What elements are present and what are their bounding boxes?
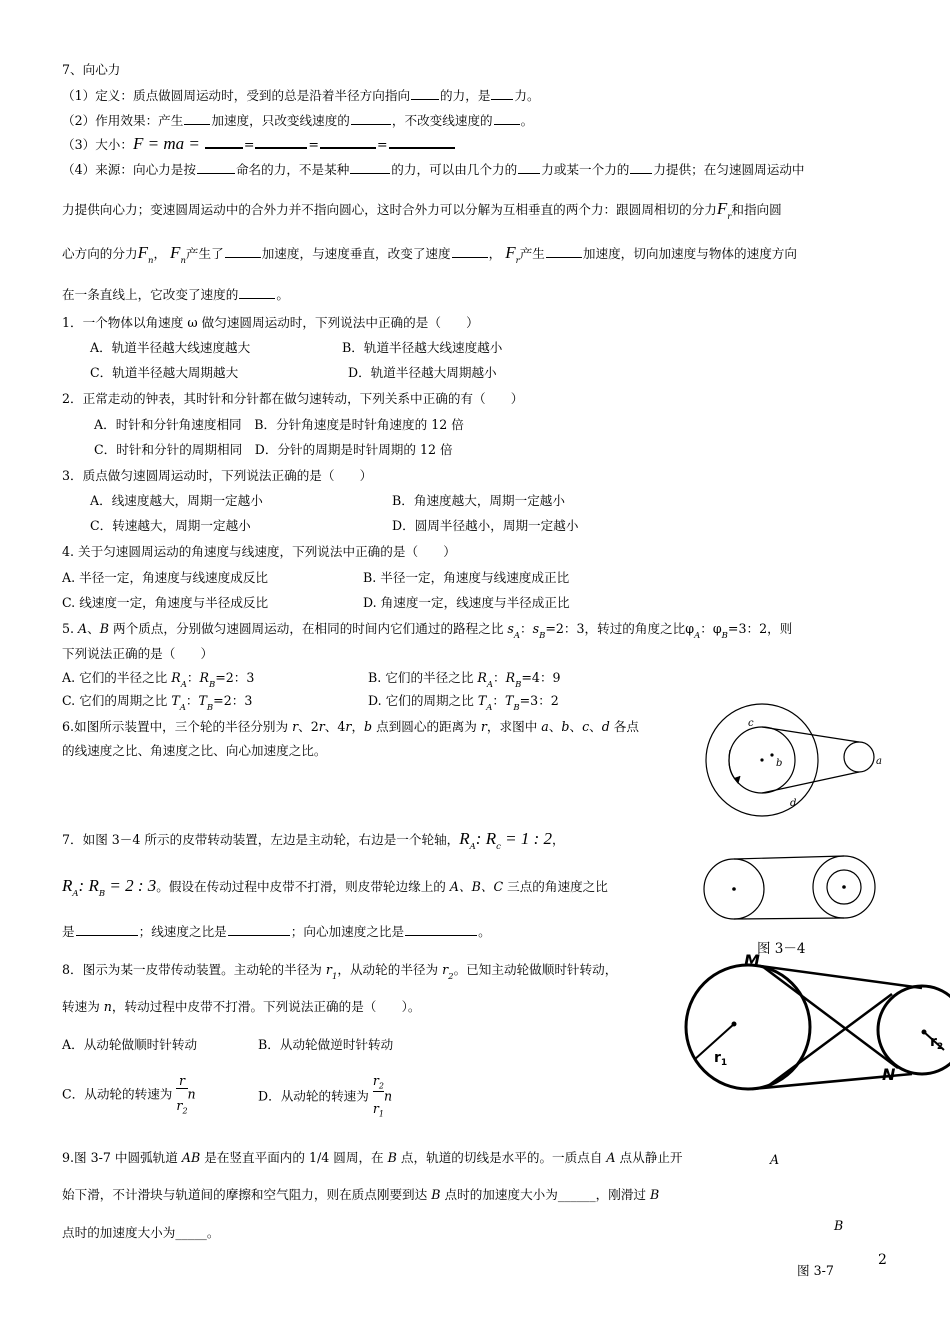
q5-stem-2: 下列说法正确的是（ ） bbox=[62, 646, 214, 661]
q5-stem: 5. A、B 两个质点，分别做匀速圆周运动，在相同的时间内它们通过的路程之比 $s_A$：$s_B=2$：3，转过的角度之比$\varphi_A$：$\varphi_B=3$：2，则 bbox=[62, 621, 793, 641]
q7-belt-figure bbox=[702, 852, 892, 927]
q4-option-b: B. 半径一定，角速度与线速度成正比 bbox=[363, 570, 570, 585]
effect-line: （2）作用效果：产生 加速度，只改变线速度的 ，不改变线速度的 。 bbox=[62, 113, 534, 128]
magnitude-line: （3）大小：F = ma = = = = bbox=[62, 134, 456, 154]
q7-line-2: $R_A$: $R_B = 2$ : 3。假设在传动过程中皮带不打滑，则皮带轮边缘上的 A、B、C 三点的角速度之比 bbox=[62, 876, 608, 899]
page-number: 2 bbox=[878, 1252, 887, 1268]
q7-line-3: 是 ；线速度之比是 ；向心加速度之比是 。 bbox=[62, 924, 491, 939]
q6-line-1: 6.如图所示装置中，三个轮的半径分别为 r、2r、4r，b 点到圆心的距离为 r，求图中 a、b、c、d 各点 bbox=[62, 719, 639, 734]
fig-3-7-caption: 图 3-7 bbox=[797, 1263, 834, 1278]
q4-option-c: C. 线速度一定，角速度与半径成反比 bbox=[62, 595, 269, 610]
label-r2: $r_2$ bbox=[930, 1034, 944, 1052]
q3-stem: 3．质点做匀速圆周运动时，下列说法正确的是（ ） bbox=[62, 468, 373, 483]
fig-3-7-label-a: A bbox=[770, 1152, 780, 1167]
q8-option-a: A．从动轮做顺时针转动 bbox=[62, 1037, 198, 1052]
label-b: b bbox=[776, 758, 783, 769]
q9-line-3: 点时的加速度大小为_____。 bbox=[62, 1225, 220, 1240]
q4-option-a: A. 半径一定，角速度与线速度成反比 bbox=[62, 570, 269, 585]
q8-option-c: C．从动轮的转速为 r $r_2$ n bbox=[62, 1073, 196, 1116]
label-c: c bbox=[748, 718, 754, 729]
source-line-1: （4）来源：向心力是按 命名的力，不是某种 的力，可以由几个力的 力或某一个力的 力提供；在匀速圆周运动中 bbox=[62, 162, 805, 177]
q5-option-d: D. 它们的周期之比 $T_A$：$T_B=3$：2 bbox=[368, 693, 559, 713]
fig-3-7-label-b: B bbox=[834, 1218, 844, 1233]
q1-option-a: A．轨道半径越大线速度越大 bbox=[90, 340, 251, 355]
label-a: a bbox=[876, 756, 882, 767]
q2-options-cd: C．时针和分针的周期相同 D．分针的周期是时针周期的 12 倍 bbox=[94, 442, 453, 457]
q2-options-ab: A．时针和分针角速度相同 B．分针角速度是时针角速度的 12 倍 bbox=[94, 417, 464, 432]
q3-option-d: D．圆周半径越小，周期一定越小 bbox=[392, 518, 579, 533]
label-r1: $r_1$ bbox=[714, 1050, 728, 1068]
q1-option-b: B．轨道半径越大线速度越小 bbox=[342, 340, 503, 355]
q9-line-1: 9.图 3-7 中圆弧轨道 AB 是在竖直平面内的 1/4 圆周，在 B 点，轨道的切线是水平的。一质点自 A 点从静止开 bbox=[62, 1150, 683, 1165]
q8-option-d: D．从动轮的转速为 $r_2$ $r_1$ n bbox=[258, 1073, 393, 1119]
section-title: 7、向心力 bbox=[62, 62, 121, 77]
q5-option-a: A. 它们的半径之比 $R_A$：$R_B=2$：3 bbox=[62, 670, 255, 690]
q4-stem: 4. 关于匀速圆周运动的角速度与线速度，下列说法中正确的是（ ） bbox=[62, 544, 456, 559]
q7-line-1: 7．如图 3－4 所示的皮带转动装置，左边是主动轮，右边是一个轮轴，$R_A$: $R_c = 1$ : 2， bbox=[62, 829, 565, 852]
fig-3-4-caption: 图 3－4 bbox=[757, 941, 806, 957]
q3-option-c: C．转速越大，周期一定越小 bbox=[90, 518, 251, 533]
q2-stem: 2．正常走动的钟表，其时针和分针都在做匀速转动，下列关系中正确的有（ ） bbox=[62, 391, 524, 406]
label-N: N bbox=[882, 1065, 896, 1084]
label-M: M bbox=[744, 951, 760, 970]
q1-option-d: D．轨道半径越大周期越小 bbox=[348, 365, 497, 380]
q3-option-b: B．角速度越大，周期一定越小 bbox=[392, 493, 565, 508]
q8-line-2: 转速为 n，转动过程中皮带不打滑。下列说法正确的是（ ）。 bbox=[62, 999, 421, 1014]
q6-wheel-figure bbox=[700, 712, 890, 817]
source-line-3: 心方向的分力$F_n$， $F_n$产生了 加速度，与速度垂直，改变了速度 ， $F_r$产生 加速度，切向加速度与物体的速度方向 bbox=[62, 243, 797, 266]
q8-option-b: B．从动轮做逆时针转动 bbox=[258, 1037, 394, 1052]
q5-option-c: C. 它们的周期之比 $T_A$：$T_B=2$：3 bbox=[62, 693, 253, 713]
fraction-r2-over-r1: $r_2$ $r_1$ bbox=[372, 1073, 384, 1119]
q5-option-b: B. 它们的半径之比 $R_A$：$R_B=4$：9 bbox=[368, 670, 561, 690]
q8-line-1: 8．图示为某一皮带传动装置。主动轮的半径为 $r_1$，从动轮的半径为 $r_2$。已知主动轮做顺时针转动， bbox=[62, 962, 618, 982]
definition-line: （1）定义：质点做圆周运动时，受到的总是沿着半径方向指向 的力，是 力。 bbox=[62, 88, 540, 103]
q1-option-c: C．轨道半径越大周期越大 bbox=[90, 365, 239, 380]
q8-cross-belt-figure bbox=[672, 950, 950, 1090]
fraction-r1-over-r2: r $r_2$ bbox=[176, 1073, 188, 1116]
q6-line-2: 的线速度之比、角速度之比、向心加速度之比。 bbox=[62, 743, 327, 758]
q4-option-d: D. 角速度一定，线速度与半径成正比 bbox=[363, 595, 570, 610]
label-d: d bbox=[790, 798, 797, 809]
q9-line-2: 始下滑，不计滑块与轨道间的摩擦和空气阻力，则在质点刚要到达 B 点时的加速度大小为______，刚滑过 B bbox=[62, 1187, 660, 1202]
source-line-4: 在一条直线上，它改变了速度的 。 bbox=[62, 287, 289, 302]
q1-stem: 1．一个物体以角速度 ω 做匀速圆周运动时，下列说法中正确的是（ ） bbox=[62, 315, 479, 330]
q3-option-a: A．线速度越大，周期一定越小 bbox=[90, 493, 263, 508]
source-line-2: 力提供向心力；变速圆周运动中的合外力并不指向圆心，这时合外力可以分解为互相垂直的两个力：跟圆周相切的分力$F_r$和指向圆 bbox=[62, 199, 782, 222]
